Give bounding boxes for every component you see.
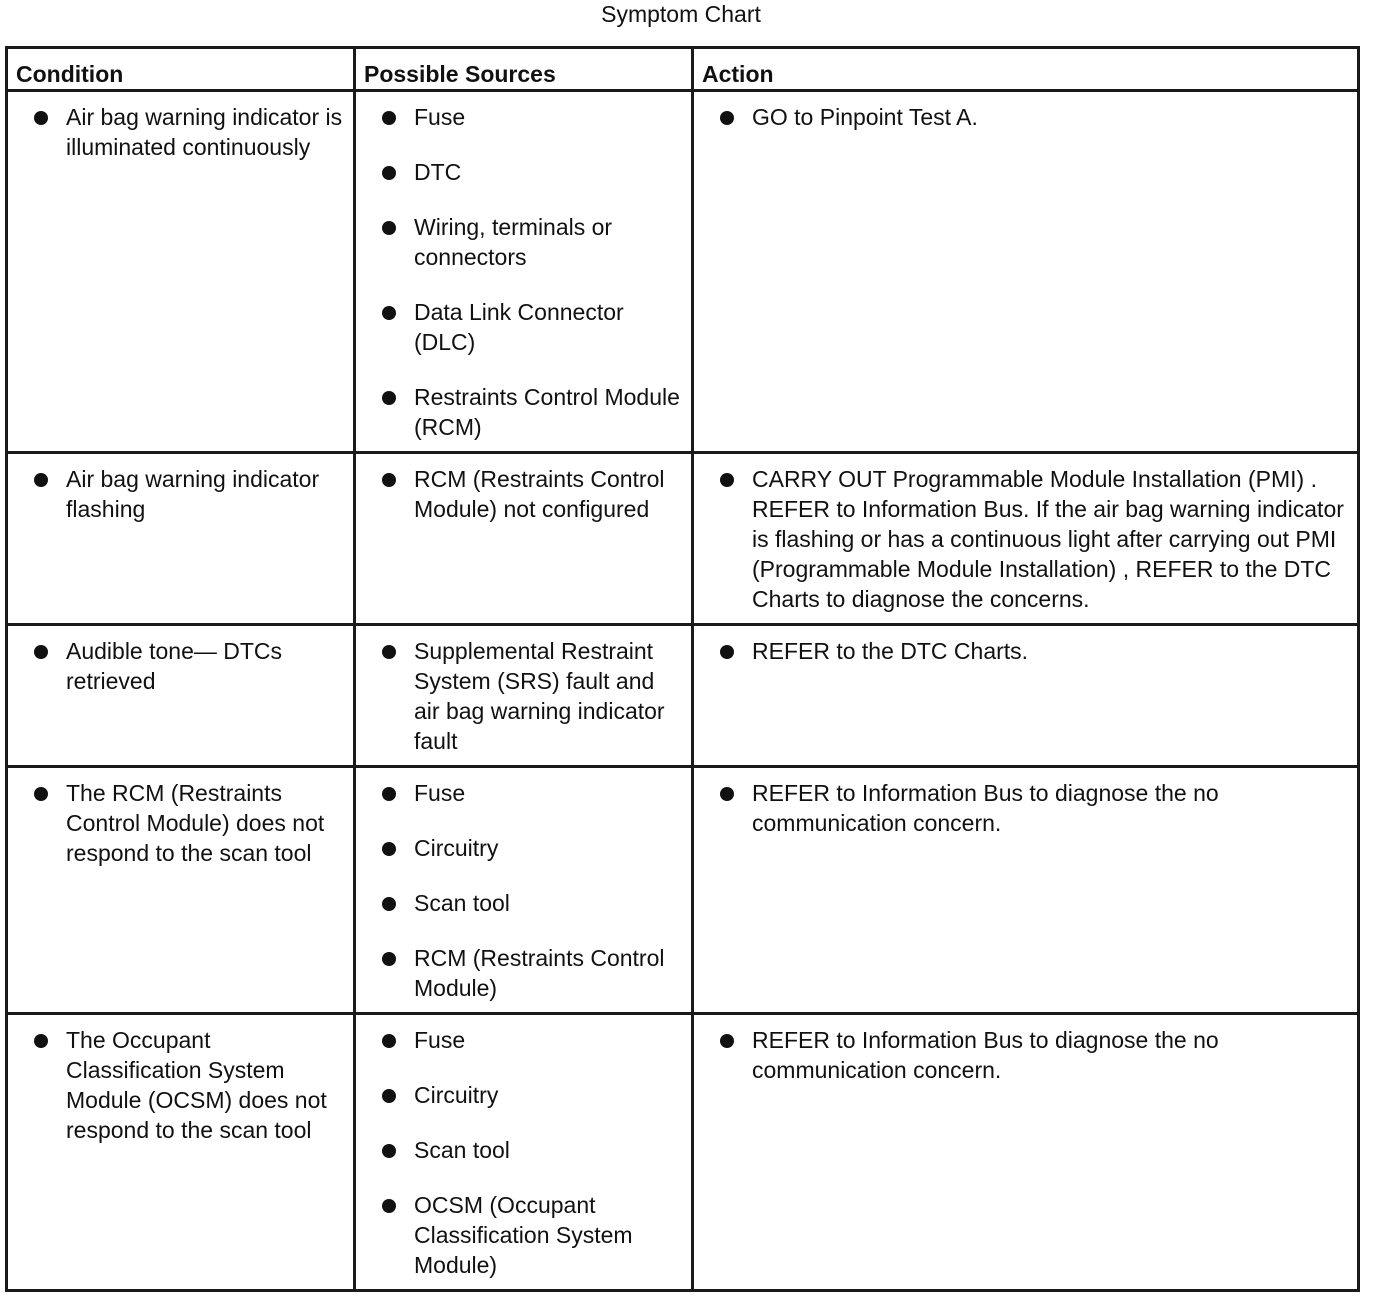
source-text: Restraints Control Module (RCM) xyxy=(414,384,680,440)
condition-cell xyxy=(7,625,355,767)
bullet-icon xyxy=(382,842,396,856)
list-item xyxy=(356,464,685,524)
sources-cell xyxy=(355,625,693,767)
source-text: Data Link Connector (DLC) xyxy=(414,299,624,355)
list-item xyxy=(356,212,685,272)
action-cell xyxy=(693,91,1359,453)
action-cell xyxy=(693,1014,1359,1291)
list-item xyxy=(694,636,1351,666)
action-cell xyxy=(693,767,1359,1014)
list-item xyxy=(356,888,685,918)
condition-text: The Occupant Classification System Module (OCSM) does not respond to the scan tool xyxy=(66,1027,327,1143)
bullet-icon xyxy=(382,952,396,966)
list-item xyxy=(694,778,1351,838)
condition-text: Air bag warning indicator is illuminated continuously xyxy=(66,104,343,160)
action-text: GO to Pinpoint Test A. xyxy=(752,104,978,130)
sources-cell xyxy=(355,767,693,1014)
source-text: DTC xyxy=(414,159,462,185)
list-item xyxy=(356,1025,685,1055)
bullet-icon xyxy=(382,306,396,320)
condition-text: Audible tone— DTCs retrieved xyxy=(66,638,283,694)
condition-text: The RCM (Restraints Control Module) does not respond to the scan tool xyxy=(66,780,325,866)
list-item xyxy=(356,102,685,132)
condition-cell xyxy=(7,767,355,1014)
header-condition: Condition xyxy=(7,48,355,91)
action-text: CARRY OUT Programmable Module Installation (PMI) . REFER to Information Bus. If the air bag warning indicator is flashing or has a continuous light after carrying out PMI (Programmable Module Installation) , REFER to the DTC Charts to diagnose the concerns. xyxy=(752,466,1344,612)
bullet-icon xyxy=(382,787,396,801)
sources-cell xyxy=(355,1014,693,1291)
source-text: Fuse xyxy=(414,1027,466,1053)
source-text: Scan tool xyxy=(414,1137,510,1163)
source-text: Circuitry xyxy=(414,1082,499,1108)
list-item xyxy=(356,157,685,187)
source-text: RCM (Restraints Control Module) not configured xyxy=(414,466,665,522)
header-action: Action xyxy=(693,48,1359,91)
bullet-icon xyxy=(382,897,396,911)
list-item xyxy=(356,943,685,1003)
table-row xyxy=(7,625,1359,767)
bullet-icon xyxy=(720,1034,734,1048)
source-text: Fuse xyxy=(414,780,466,806)
action-text: REFER to Information Bus to diagnose the no communication concern. xyxy=(752,1027,1219,1083)
list-item xyxy=(8,464,347,524)
condition-cell xyxy=(7,91,355,453)
chart-title: Symptom Chart xyxy=(601,1,761,27)
sources-cell xyxy=(355,91,693,453)
sources-cell xyxy=(355,453,693,625)
list-item xyxy=(356,833,685,863)
bullet-icon xyxy=(720,111,734,125)
bullet-icon xyxy=(382,1089,396,1103)
table-row xyxy=(7,767,1359,1014)
symptom-table xyxy=(5,46,1360,1292)
bullet-icon xyxy=(382,111,396,125)
bullet-icon xyxy=(34,1034,48,1048)
list-item xyxy=(8,102,347,162)
list-item xyxy=(356,1080,685,1110)
bullet-icon xyxy=(382,1199,396,1213)
list-item xyxy=(356,1135,685,1165)
list-item xyxy=(8,778,347,868)
header-row xyxy=(7,48,1359,91)
bullet-icon xyxy=(34,111,48,125)
bullet-icon xyxy=(382,391,396,405)
action-text: REFER to Information Bus to diagnose the no communication concern. xyxy=(752,780,1219,836)
source-text: RCM (Restraints Control Module) xyxy=(414,945,665,1001)
bullet-icon xyxy=(382,473,396,487)
list-item xyxy=(356,778,685,808)
source-text: Supplemental Restraint System (SRS) fault and air bag warning indicator fault xyxy=(414,638,665,754)
list-item xyxy=(356,297,685,357)
bullet-icon xyxy=(720,787,734,801)
list-item xyxy=(8,636,347,696)
source-text: OCSM (Occupant Classification System Module) xyxy=(414,1192,633,1278)
bullet-icon xyxy=(34,473,48,487)
condition-cell xyxy=(7,453,355,625)
table-row xyxy=(7,453,1359,625)
table-row xyxy=(7,91,1359,453)
list-item xyxy=(356,636,685,756)
bullet-icon xyxy=(720,645,734,659)
list-item xyxy=(8,1025,347,1145)
list-item xyxy=(356,1190,685,1280)
list-item xyxy=(694,1025,1351,1085)
source-text: Circuitry xyxy=(414,835,499,861)
action-cell xyxy=(693,453,1359,625)
source-text: Wiring, terminals or connectors xyxy=(414,214,613,270)
bullet-icon xyxy=(382,221,396,235)
bullet-icon xyxy=(34,645,48,659)
action-cell xyxy=(693,625,1359,767)
condition-text: Air bag warning indicator flashing xyxy=(66,466,320,522)
bullet-icon xyxy=(382,1034,396,1048)
list-item xyxy=(356,382,685,442)
bullet-icon xyxy=(720,473,734,487)
condition-cell xyxy=(7,1014,355,1291)
table-row xyxy=(7,1014,1359,1291)
bullet-icon xyxy=(382,645,396,659)
source-text: Scan tool xyxy=(414,890,510,916)
list-item xyxy=(694,102,1351,132)
bullet-icon xyxy=(382,1144,396,1158)
action-text: REFER to the DTC Charts. xyxy=(752,638,1029,664)
source-text: Fuse xyxy=(414,104,466,130)
header-possible-sources: Possible Sources xyxy=(355,48,693,91)
bullet-icon xyxy=(382,166,396,180)
bullet-icon xyxy=(34,787,48,801)
list-item xyxy=(694,464,1351,614)
